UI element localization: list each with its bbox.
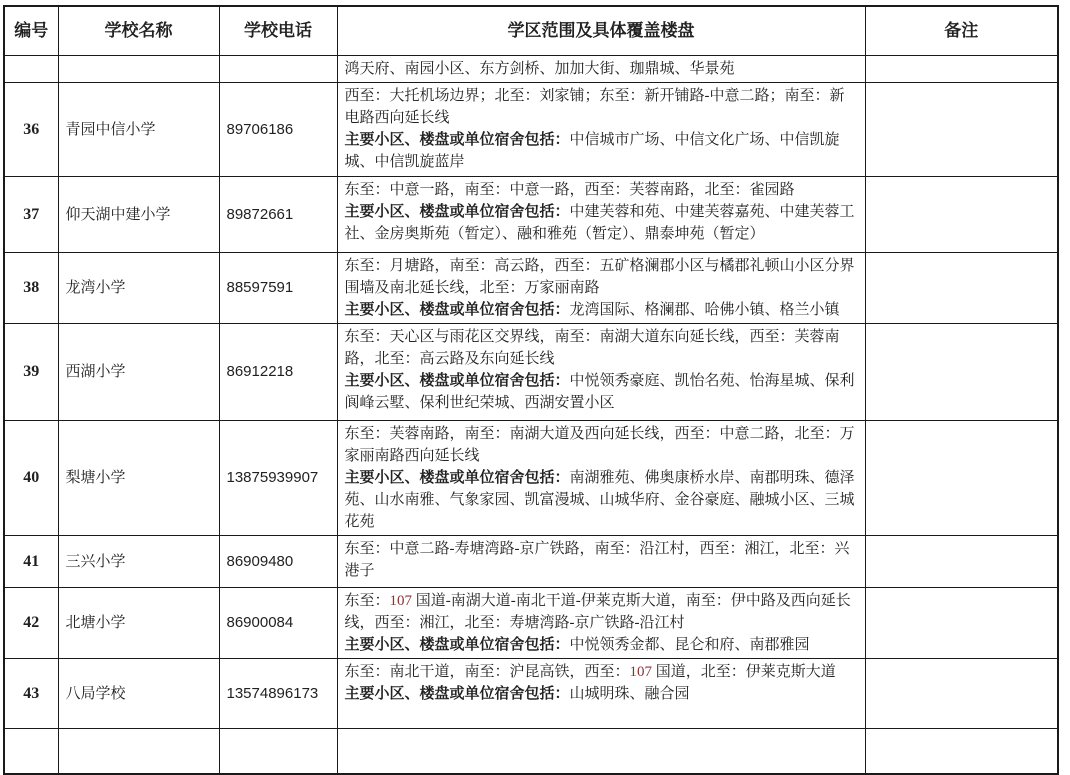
remark-cell <box>865 56 1058 83</box>
table-row <box>4 421 1058 536</box>
district-boundary-text: 东至：芙蓉南路，南至：南湖大道及西向延长线，西至：中意二路，北至：万家丽南路西向延长线 <box>344 426 855 464</box>
district-range-cell <box>337 421 865 536</box>
district-range-cell <box>337 177 865 253</box>
school-phone-cell: 86912218 <box>219 324 337 421</box>
header-school-name: 学校名称 <box>58 6 219 56</box>
district-range-cell <box>337 729 865 774</box>
row-number-cell: 40 <box>4 421 58 536</box>
school-name-cell: 八局学校 <box>58 659 219 729</box>
school-name-cell <box>58 56 219 83</box>
row-number-cell: 37 <box>4 177 58 253</box>
row-number-cell: 42 <box>4 588 58 659</box>
covered-properties-text: 主要小区、楼盘或单位宿舍包括：山城明珠、融合园 <box>344 686 690 702</box>
table-row <box>4 729 1058 774</box>
school-district-table <box>3 5 1059 775</box>
district-range-cell <box>337 536 865 588</box>
school-name-cell: 梨塘小学 <box>58 421 219 536</box>
remark-cell <box>865 536 1058 588</box>
remark-cell <box>865 177 1058 253</box>
school-name-cell: 西湖小学 <box>58 324 219 421</box>
remark-cell <box>865 588 1058 659</box>
school-phone-cell: 13574896173 <box>219 659 337 729</box>
school-phone-cell: 88597591 <box>219 253 337 324</box>
table-row <box>4 56 1058 83</box>
district-range-cell <box>337 588 865 659</box>
school-name-cell: 北塘小学 <box>58 588 219 659</box>
row-number-cell: 38 <box>4 253 58 324</box>
school-name-cell: 龙湾小学 <box>58 253 219 324</box>
row-number-cell: 36 <box>4 83 58 177</box>
covered-properties-text: 主要小区、楼盘或单位宿舍包括：中悦领秀金都、昆仑和府、南郡雅园 <box>344 637 810 653</box>
remark-cell <box>865 729 1058 774</box>
district-range-cell <box>337 324 865 421</box>
table-row <box>4 324 1058 421</box>
district-boundary-text: 鸿天府、南园小区、东方剑桥、加加大街、珈鼎城、华景苑 <box>344 61 735 77</box>
district-range-cell <box>337 56 865 83</box>
remark-cell <box>865 659 1058 729</box>
table-row <box>4 659 1058 729</box>
district-range-cell <box>337 83 865 177</box>
header-id: 编号 <box>4 6 58 56</box>
district-boundary-text: 东至：中意二路-寿塘湾路-京广铁路，南至：沿江村，西至：湘江，北至：兴港子 <box>344 541 850 579</box>
school-phone-cell: 86900084 <box>219 588 337 659</box>
header-school-phone: 学校电话 <box>219 6 337 56</box>
school-phone-cell: 89872661 <box>219 177 337 253</box>
row-number-cell: 41 <box>4 536 58 588</box>
school-name-cell <box>58 729 219 774</box>
table-row <box>4 177 1058 253</box>
header-district-range: 学区范围及具体覆盖楼盘 <box>337 6 865 56</box>
school-phone-cell: 86909480 <box>219 536 337 588</box>
header-remark: 备注 <box>865 6 1058 56</box>
remark-cell <box>865 253 1058 324</box>
district-boundary-text: 东至：月塘路，南至：高云路，西至：五矿格澜郡小区与橘郡礼顿山小区分界围墙及南北延长线，北至：万家丽南路 <box>344 258 855 296</box>
remark-cell <box>865 421 1058 536</box>
district-boundary-text: 东至：中意一路，南至：中意一路，西至：芙蓉南路，北至：雀园路 <box>344 182 795 198</box>
covered-properties-text: 主要小区、楼盘或单位宿舍包括：中信城市广场、中信文化广场、中信凯旋城、中信凯旋蓝岸 <box>344 132 840 170</box>
covered-properties-text: 主要小区、楼盘或单位宿舍包括：南湖雅苑、佛奥康桥水岸、南郡明珠、德泽苑、山水南雅、气象家园、凯富漫城、山城华府、金谷豪庭、融城小区、三城花苑 <box>344 470 855 530</box>
covered-properties-text: 主要小区、楼盘或单位宿舍包括：中建芙蓉和苑、中建芙蓉嘉苑、中建芙蓉工社、金房奥斯苑（暂定）、融和雅苑（暂定）、鼎泰坤苑（暂定） <box>344 204 855 242</box>
school-phone-cell <box>219 56 337 83</box>
table-row <box>4 536 1058 588</box>
school-phone-cell <box>219 729 337 774</box>
row-number-cell: 43 <box>4 659 58 729</box>
school-phone-cell: 89706186 <box>219 83 337 177</box>
district-range-cell <box>337 253 865 324</box>
row-number-cell <box>4 56 58 83</box>
remark-cell <box>865 324 1058 421</box>
table-row <box>4 83 1058 177</box>
row-number-cell <box>4 729 58 774</box>
district-boundary-text: 东至：天心区与雨花区交界线，南至：南湖大道东向延长线，西至：芙蓉南路，北至：高云路及东向延长线 <box>344 329 840 367</box>
school-phone-cell: 13875939907 <box>219 421 337 536</box>
district-boundary-text: 东至：107 国道-南湖大道-南北干道-伊莱克斯大道，南至：伊中路及西向延长线，西至：湘江，北至：寿塘湾路-京广铁路-沿江村 <box>344 593 851 631</box>
covered-properties-text: 主要小区、楼盘或单位宿舍包括：中悦领秀豪庭、凯怡名苑、怡海星城、保利阆峰云墅、保利世纪荣城、西湖安置小区 <box>344 373 855 411</box>
row-number-cell: 39 <box>4 324 58 421</box>
school-name-cell: 仰天湖中建小学 <box>58 177 219 253</box>
district-range-cell <box>337 659 865 729</box>
table-row <box>4 253 1058 324</box>
table-row <box>4 588 1058 659</box>
table-header-row <box>4 6 1058 56</box>
district-boundary-text: 西至：大托机场边界；北至：刘家铺；东至：新开铺路-中意二路；南至：新电路西向延长线 <box>344 88 845 126</box>
district-boundary-text: 东至：南北干道，南至：沪昆高铁，西至：107 国道，北至：伊莱克斯大道 <box>344 664 836 680</box>
school-name-cell: 青园中信小学 <box>58 83 219 177</box>
remark-cell <box>865 83 1058 177</box>
covered-properties-text: 主要小区、楼盘或单位宿舍包括：龙湾国际、格澜郡、哈佛小镇、格兰小镇 <box>344 302 840 318</box>
school-name-cell: 三兴小学 <box>58 536 219 588</box>
